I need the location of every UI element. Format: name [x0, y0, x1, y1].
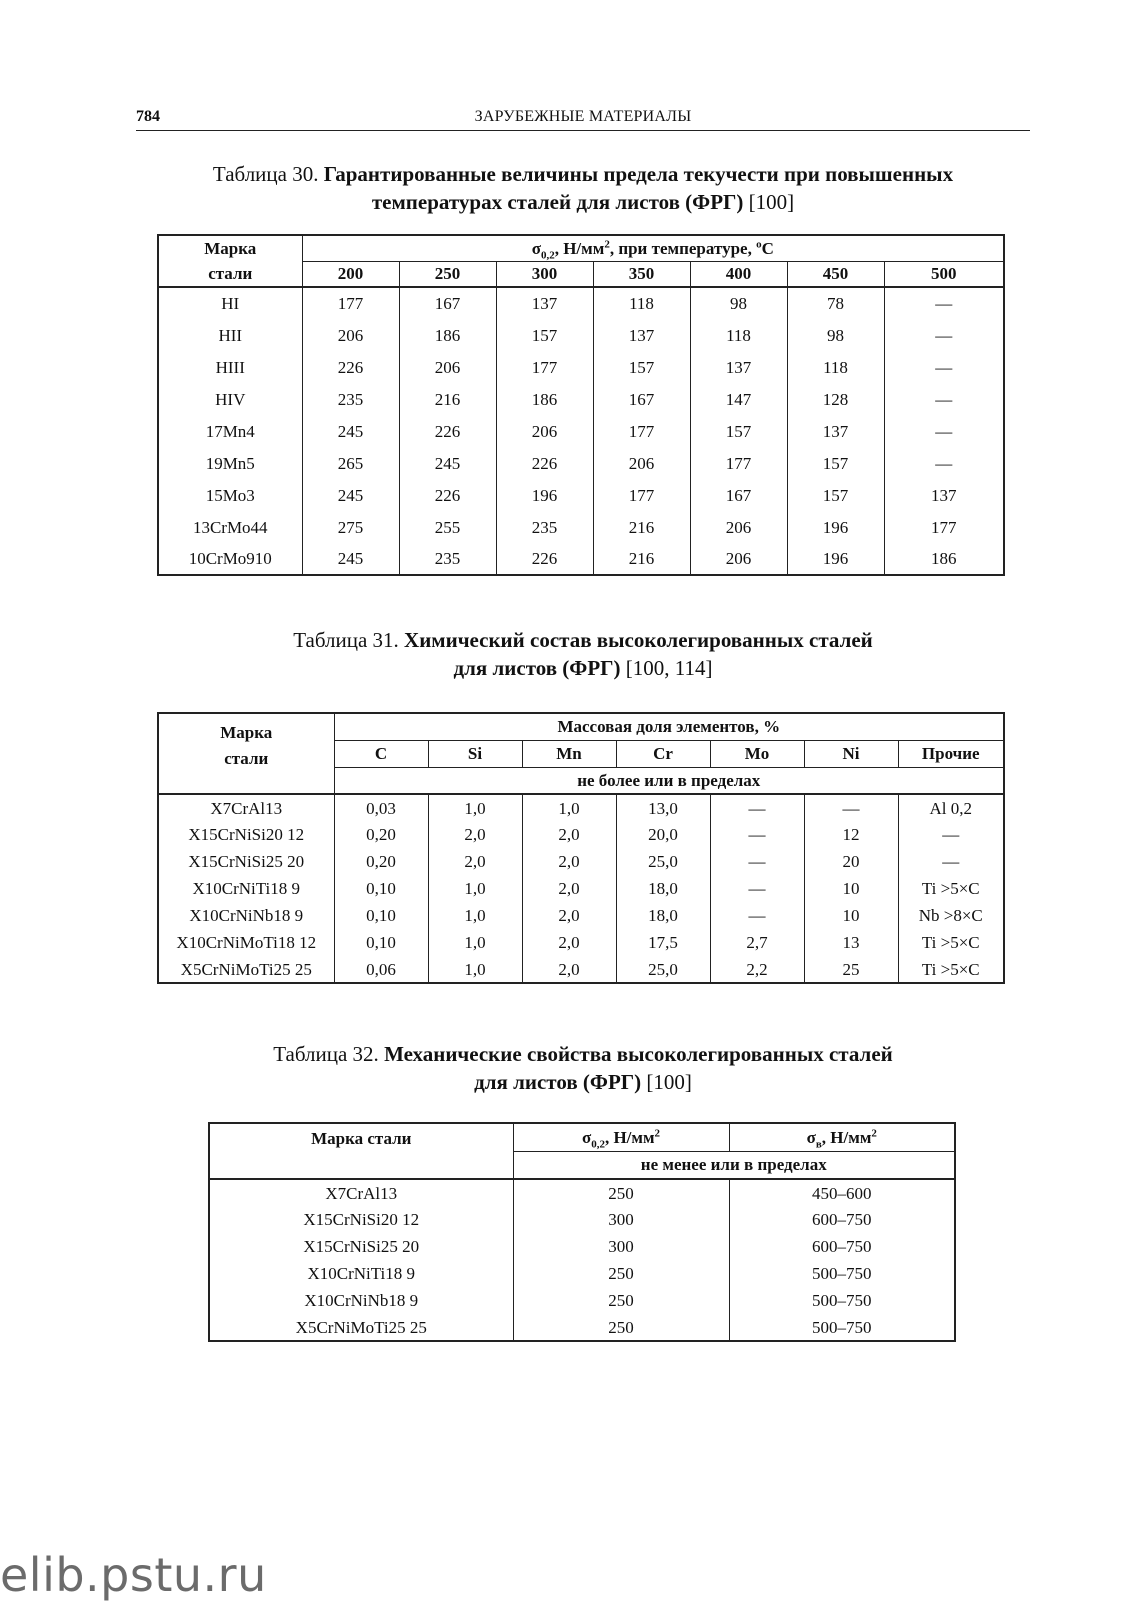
value-cell: 25,0: [616, 848, 710, 875]
value-cell: —: [710, 902, 804, 929]
table32: [208, 1122, 956, 1342]
value-cell: 196: [496, 479, 593, 511]
value-cell: 137: [593, 319, 690, 351]
table31-label: Таблица 31.: [293, 628, 399, 652]
table31-note: не более или в пределах: [334, 767, 1004, 794]
value-cell: 2,7: [710, 929, 804, 956]
steel-grade-cell: 19Mn5: [158, 447, 302, 479]
value-cell: 600–750: [729, 1206, 955, 1233]
table31-col-marka: Марка стали: [158, 713, 334, 794]
value-cell: 1,0: [428, 902, 522, 929]
value-cell: 137: [496, 287, 593, 319]
table-row: [158, 821, 1004, 848]
value-cell: 13: [804, 929, 898, 956]
value-cell: Nb >8×C: [898, 902, 1004, 929]
table31-element-header: C: [334, 740, 428, 767]
value-cell: —: [884, 287, 1004, 319]
table-row: [209, 1287, 955, 1314]
value-cell: 78: [787, 287, 884, 319]
steel-grade-cell: X10CrNiNb18 9: [209, 1287, 513, 1314]
value-cell: 216: [593, 543, 690, 575]
table30-temp-header: 300: [496, 261, 593, 287]
value-cell: 0,06: [334, 956, 428, 983]
value-cell: 157: [690, 415, 787, 447]
steel-grade-cell: HII: [158, 319, 302, 351]
value-cell: 157: [787, 447, 884, 479]
value-cell: 226: [399, 415, 496, 447]
value-cell: 147: [690, 383, 787, 415]
value-cell: 245: [302, 479, 399, 511]
value-cell: 250: [513, 1287, 729, 1314]
value-cell: 300: [513, 1233, 729, 1260]
table-row: [209, 1260, 955, 1287]
value-cell: 20,0: [616, 821, 710, 848]
value-cell: 137: [690, 351, 787, 383]
value-cell: 0,03: [334, 794, 428, 821]
value-cell: 18,0: [616, 875, 710, 902]
steel-grade-cell: X10CrNiNb18 9: [158, 902, 334, 929]
value-cell: 157: [787, 479, 884, 511]
value-cell: 128: [787, 383, 884, 415]
table-row: [209, 1179, 955, 1206]
value-cell: 196: [787, 511, 884, 543]
value-cell: 450–600: [729, 1179, 955, 1206]
table30-title-line2: температурах сталей для листов (ФРГ): [371, 190, 744, 214]
table31-caption: [136, 626, 1030, 682]
value-cell: 167: [593, 383, 690, 415]
value-cell: 0,20: [334, 848, 428, 875]
value-cell: 206: [302, 319, 399, 351]
steel-grade-cell: X15CrNiSi25 20: [209, 1233, 513, 1260]
table32-ref: [100]: [646, 1070, 692, 1094]
value-cell: 275: [302, 511, 399, 543]
table-row: [158, 351, 1004, 383]
value-cell: 2,0: [522, 902, 616, 929]
value-cell: 2,0: [522, 821, 616, 848]
table-row: [158, 479, 1004, 511]
watermark: elib.pstu.ru: [0, 1548, 267, 1602]
value-cell: 2,0: [522, 875, 616, 902]
value-cell: 196: [787, 543, 884, 575]
value-cell: 17,5: [616, 929, 710, 956]
value-cell: 118: [690, 319, 787, 351]
value-cell: 255: [399, 511, 496, 543]
table-row: [158, 543, 1004, 575]
value-cell: 1,0: [428, 929, 522, 956]
table31-group-header: Массовая доля элементов, %: [334, 713, 1004, 740]
table32-note: не менее или в пределах: [513, 1151, 955, 1179]
table30-ref: [100]: [748, 190, 795, 214]
value-cell: 250: [513, 1314, 729, 1341]
table31-title-line1: Химический состав высоколегированных сталей: [404, 628, 873, 652]
value-cell: —: [898, 821, 1004, 848]
value-cell: 0,10: [334, 902, 428, 929]
table31-element-header: Cr: [616, 740, 710, 767]
value-cell: 10: [804, 902, 898, 929]
value-cell: 206: [496, 415, 593, 447]
value-cell: 1,0: [428, 956, 522, 983]
value-cell: 2,0: [522, 929, 616, 956]
value-cell: 13,0: [616, 794, 710, 821]
value-cell: 98: [690, 287, 787, 319]
steel-grade-cell: X7CrAl13: [158, 794, 334, 821]
table31: [157, 712, 1005, 984]
value-cell: 500–750: [729, 1314, 955, 1341]
value-cell: 18,0: [616, 902, 710, 929]
steel-grade-cell: 17Mn4: [158, 415, 302, 447]
value-cell: 167: [399, 287, 496, 319]
table31-ref: [100, 114]: [625, 656, 713, 680]
value-cell: —: [884, 415, 1004, 447]
table31-element-header: Ni: [804, 740, 898, 767]
steel-grade-cell: X10CrNiMoTi18 12: [158, 929, 334, 956]
steel-grade-cell: X15CrNiSi20 12: [158, 821, 334, 848]
value-cell: 216: [399, 383, 496, 415]
value-cell: 177: [302, 287, 399, 319]
value-cell: 300: [513, 1206, 729, 1233]
value-cell: 137: [787, 415, 884, 447]
value-cell: 235: [496, 511, 593, 543]
value-cell: 118: [593, 287, 690, 319]
value-cell: 167: [690, 479, 787, 511]
table32-title-line1: Механические свойства высоколегированных сталей: [384, 1042, 893, 1066]
steel-grade-cell: X5CrNiMoTi25 25: [209, 1314, 513, 1341]
value-cell: 235: [399, 543, 496, 575]
steel-grade-cell: X5CrNiMoTi25 25: [158, 956, 334, 983]
table30-temp-header: 250: [399, 261, 496, 287]
steel-grade-cell: X10CrNiTi18 9: [158, 875, 334, 902]
table-row: [158, 929, 1004, 956]
value-cell: 245: [399, 447, 496, 479]
value-cell: 186: [399, 319, 496, 351]
table-row: [158, 511, 1004, 543]
table32-col-sigmab: $\sigma_в$, $Н/мм^2$: [729, 1123, 955, 1151]
table-row: [158, 447, 1004, 479]
table32-caption: [136, 1040, 1030, 1096]
value-cell: 235: [302, 383, 399, 415]
table-row: [158, 415, 1004, 447]
value-cell: 206: [690, 511, 787, 543]
value-cell: 206: [593, 447, 690, 479]
table30-col-marka-1: Марка: [158, 235, 302, 261]
value-cell: Ti >5×C: [898, 929, 1004, 956]
table30-title-line1: Гарантированные величины предела текучести при повышенных: [323, 162, 954, 186]
value-cell: —: [804, 794, 898, 821]
steel-grade-cell: HIII: [158, 351, 302, 383]
page-number: 784: [136, 108, 160, 125]
value-cell: 265: [302, 447, 399, 479]
table-row: [209, 1314, 955, 1341]
table30-group-header: $\sigma_{0,2}$, $Н/мм^2$, при температуре, $^o$С: [302, 235, 1004, 261]
steel-grade-cell: 13CrMo44: [158, 511, 302, 543]
steel-grade-cell: 10CrMo910: [158, 543, 302, 575]
value-cell: 245: [302, 415, 399, 447]
value-cell: 98: [787, 319, 884, 351]
table-row: [158, 319, 1004, 351]
value-cell: —: [710, 794, 804, 821]
table30-caption: [136, 160, 1030, 216]
value-cell: 2,0: [522, 848, 616, 875]
table30-temp-header: 200: [302, 261, 399, 287]
table32-col-sigma02: $\sigma_{0,2}$, $Н/мм^2$: [513, 1123, 729, 1151]
value-cell: 500–750: [729, 1260, 955, 1287]
value-cell: 25,0: [616, 956, 710, 983]
value-cell: 137: [884, 479, 1004, 511]
value-cell: 216: [593, 511, 690, 543]
table32-col-marka: Марка стали: [209, 1123, 513, 1179]
value-cell: 1,0: [428, 875, 522, 902]
running-title: ЗАРУБЕЖНЫЕ МАТЕРИАЛЫ: [474, 108, 692, 125]
value-cell: 0,10: [334, 875, 428, 902]
table32-label: Таблица 32.: [273, 1042, 379, 1066]
value-cell: 10: [804, 875, 898, 902]
steel-grade-cell: HI: [158, 287, 302, 319]
value-cell: Ti >5×C: [898, 956, 1004, 983]
table-row: [158, 794, 1004, 821]
value-cell: 226: [496, 543, 593, 575]
value-cell: 0,10: [334, 929, 428, 956]
value-cell: 186: [884, 543, 1004, 575]
table-row: [209, 1206, 955, 1233]
value-cell: 2,0: [522, 956, 616, 983]
table32-title-line2: для листов (ФРГ): [474, 1070, 642, 1094]
value-cell: 20: [804, 848, 898, 875]
value-cell: —: [884, 319, 1004, 351]
table30-col-marka-2: стали: [158, 261, 302, 287]
value-cell: 177: [593, 415, 690, 447]
value-cell: 250: [513, 1260, 729, 1287]
steel-grade-cell: X15CrNiSi20 12: [209, 1206, 513, 1233]
table31-element-header: Mo: [710, 740, 804, 767]
value-cell: 157: [593, 351, 690, 383]
value-cell: 1,0: [428, 794, 522, 821]
table-row: [209, 1233, 955, 1260]
value-cell: Ti >5×C: [898, 875, 1004, 902]
value-cell: 2,0: [428, 848, 522, 875]
value-cell: 177: [884, 511, 1004, 543]
value-cell: —: [710, 848, 804, 875]
table-row: [158, 875, 1004, 902]
table-row: [158, 902, 1004, 929]
value-cell: 177: [690, 447, 787, 479]
value-cell: 500–750: [729, 1287, 955, 1314]
table31-element-header: Si: [428, 740, 522, 767]
value-cell: 206: [690, 543, 787, 575]
value-cell: 157: [496, 319, 593, 351]
value-cell: 177: [496, 351, 593, 383]
value-cell: 186: [496, 383, 593, 415]
steel-grade-cell: X10CrNiTi18 9: [209, 1260, 513, 1287]
page-header: [136, 106, 1030, 131]
table-row: [158, 383, 1004, 415]
value-cell: 177: [593, 479, 690, 511]
table30-temp-header: 400: [690, 261, 787, 287]
value-cell: 118: [787, 351, 884, 383]
value-cell: 2,2: [710, 956, 804, 983]
table-row: [158, 956, 1004, 983]
value-cell: —: [884, 447, 1004, 479]
steel-grade-cell: HIV: [158, 383, 302, 415]
value-cell: —: [884, 351, 1004, 383]
value-cell: 250: [513, 1179, 729, 1206]
table30-label: Таблица 30.: [212, 162, 319, 186]
steel-grade-cell: 15Mo3: [158, 479, 302, 511]
table-row: [158, 287, 1004, 319]
table30-temp-header: 500: [884, 261, 1004, 287]
table-row: [158, 848, 1004, 875]
table31-title-line2: для листов (ФРГ): [453, 656, 621, 680]
table30: [157, 234, 1005, 576]
value-cell: —: [898, 848, 1004, 875]
steel-grade-cell: X15CrNiSi25 20: [158, 848, 334, 875]
value-cell: Al 0,2: [898, 794, 1004, 821]
value-cell: 12: [804, 821, 898, 848]
value-cell: 226: [302, 351, 399, 383]
value-cell: 1,0: [522, 794, 616, 821]
value-cell: 0,20: [334, 821, 428, 848]
table30-temp-header: 350: [593, 261, 690, 287]
value-cell: 206: [399, 351, 496, 383]
table31-element-header: Прочие: [898, 740, 1004, 767]
value-cell: 2,0: [428, 821, 522, 848]
value-cell: —: [710, 821, 804, 848]
value-cell: 25: [804, 956, 898, 983]
value-cell: 226: [399, 479, 496, 511]
value-cell: 600–750: [729, 1233, 955, 1260]
table30-temp-header: 450: [787, 261, 884, 287]
steel-grade-cell: X7CrAl13: [209, 1179, 513, 1206]
value-cell: —: [710, 875, 804, 902]
value-cell: —: [884, 383, 1004, 415]
value-cell: 245: [302, 543, 399, 575]
table31-element-header: Mn: [522, 740, 616, 767]
value-cell: 226: [496, 447, 593, 479]
